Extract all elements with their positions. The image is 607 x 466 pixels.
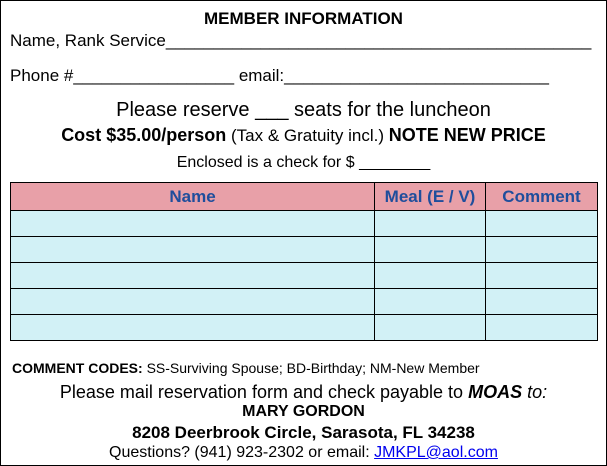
- reserve-prefix: Please reserve: [116, 99, 250, 121]
- table-row: [11, 315, 598, 341]
- comment-cell[interactable]: [486, 263, 598, 289]
- cost-note: (Tax & Gratuity incl.): [231, 126, 385, 145]
- name-rank-service-field[interactable]: _____________________________________________: [165, 31, 592, 50]
- table-row: [11, 211, 598, 237]
- cost-line: [1, 125, 606, 146]
- name-cell[interactable]: [11, 289, 375, 315]
- meal-cell[interactable]: [375, 237, 486, 263]
- contact-email-link[interactable]: JMKPL@aol.com: [374, 444, 498, 461]
- comment-cell[interactable]: [486, 289, 598, 315]
- mailing-prefix: Please mail reservation form and check payable to: [59, 382, 464, 402]
- name-cell[interactable]: [11, 315, 375, 341]
- meal-cell[interactable]: [375, 289, 486, 315]
- mailing-suffix: to:: [527, 382, 548, 402]
- meal-cell[interactable]: [375, 315, 486, 341]
- phone-field[interactable]: _________________: [73, 66, 235, 85]
- column-header-meal: Meal (E / V): [375, 183, 486, 211]
- phone-email-row: [10, 66, 607, 86]
- comment-cell[interactable]: [486, 211, 598, 237]
- comment-cell[interactable]: [486, 237, 598, 263]
- questions-text: Questions? (941) 923-2302 or email:: [109, 444, 370, 461]
- comment-codes-line: [12, 360, 607, 376]
- comment-cell[interactable]: [486, 315, 598, 341]
- meal-cell[interactable]: [375, 211, 486, 237]
- column-header-comment: Comment: [486, 183, 598, 211]
- table-header-row: [11, 183, 598, 211]
- check-amount-field[interactable]: ________: [359, 154, 431, 171]
- enclosed-check-line: [1, 154, 606, 172]
- email-label: email:: [238, 66, 285, 85]
- mailing-address: 8208 Deerbrook Circle, Sarasota, FL 34238: [132, 423, 475, 442]
- attendee-table: [10, 182, 598, 341]
- email-field[interactable]: ____________________________: [284, 66, 549, 85]
- seats-count-field[interactable]: ___: [255, 99, 289, 121]
- table-row: [11, 289, 598, 315]
- name-cell[interactable]: [11, 211, 375, 237]
- table-row: [11, 237, 598, 263]
- comment-codes-text: SS-Surviving Spouse; BD-Birthday; NM-New Member: [146, 360, 480, 376]
- meal-cell[interactable]: [375, 263, 486, 289]
- name-rank-service-row: [10, 31, 607, 51]
- table-row: [11, 263, 598, 289]
- name-cell[interactable]: [11, 237, 375, 263]
- comment-codes-label: COMMENT CODES:: [12, 360, 143, 376]
- cost-price: Cost $35.00/person: [61, 125, 227, 145]
- questions-line: [1, 444, 606, 462]
- column-header-name: Name: [11, 183, 375, 211]
- enclosed-check-label: Enclosed is a check for $: [176, 154, 355, 171]
- mailing-instructions: [1, 382, 606, 403]
- name-cell[interactable]: [11, 263, 375, 289]
- phone-label: Phone #: [10, 66, 74, 85]
- recipient-name: MARY GORDON: [242, 403, 365, 420]
- payee-name: MOAS: [468, 382, 523, 402]
- new-price-notice: NOTE NEW PRICE: [388, 125, 546, 145]
- form-title: MEMBER INFORMATION: [204, 9, 403, 28]
- reserve-seats-line: [1, 99, 606, 122]
- reserve-suffix: seats for the luncheon: [294, 99, 491, 121]
- name-rank-service-label: Name, Rank Service: [10, 31, 166, 50]
